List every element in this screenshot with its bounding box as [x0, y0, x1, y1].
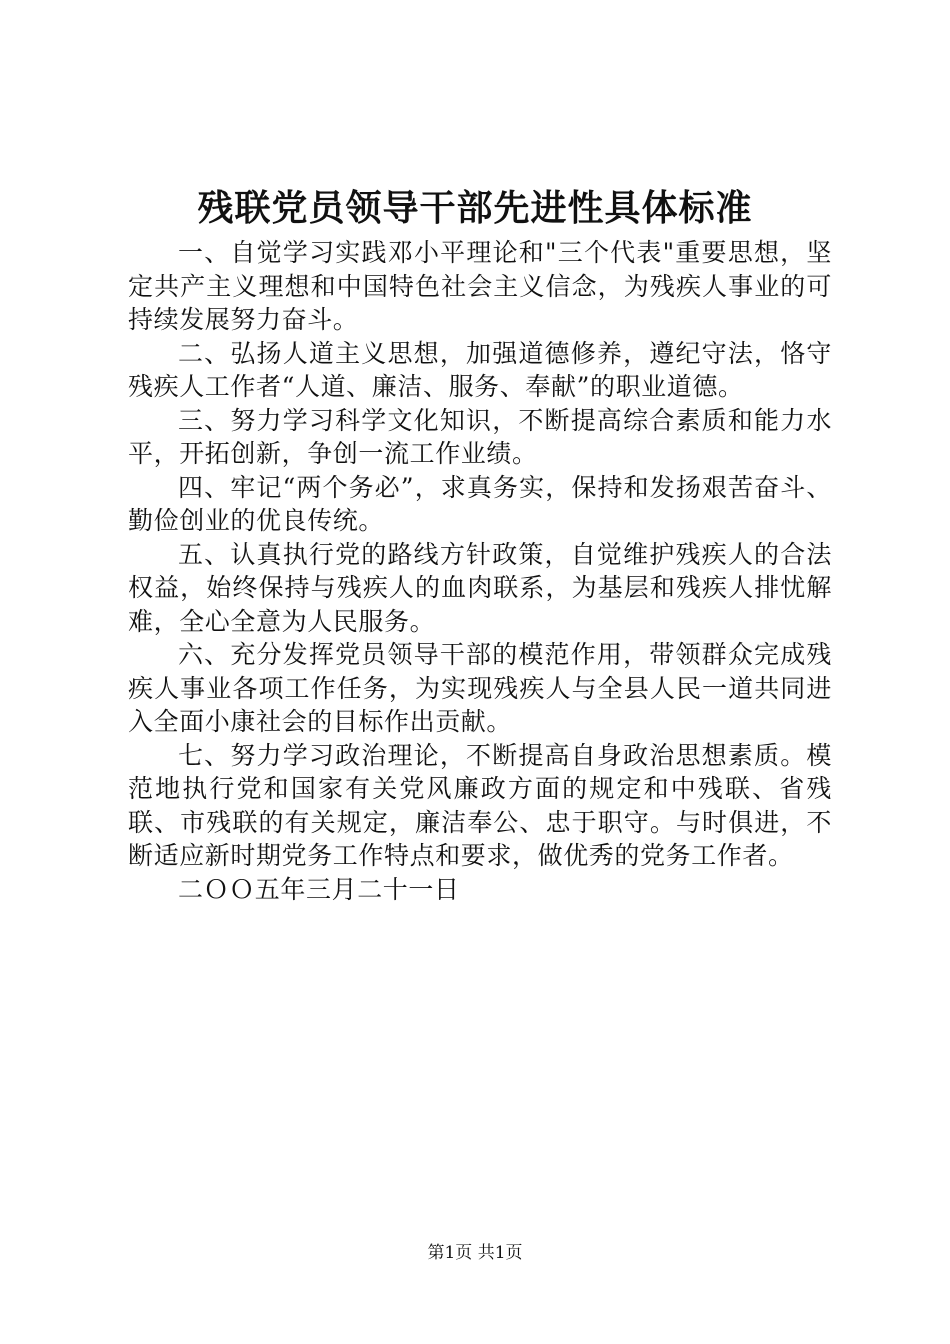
document-body	[128, 236, 832, 906]
paragraph-3: 三、努力学习科学文化知识，不断提高综合素质和能力水平，开拓创新，争创一流工作业绩。	[128, 405, 832, 468]
paragraph-5: 五、认真执行党的路线方针政策，自觉维护残疾人的合法权益，始终保持与残疾人的血肉联系，为基层和残疾人排忧解难，全心全意为人民服务。	[128, 539, 832, 636]
paragraph-4: 四、牢记“两个务必”，求真务实，保持和发扬艰苦奋斗、勤俭创业的优良传统。	[128, 472, 832, 535]
paragraph-7: 七、努力学习政治理论，不断提高自身政治思想素质。模范地执行党和国家有关党风廉政方面的规定和中残联、省残联、市残联的有关规定，廉洁奉公、忠于职守。与时俱进，不断适应新时期党务工作特点和要求，做优秀的党务工作者。	[128, 740, 832, 870]
page-footer: 第1页 共1页	[427, 1243, 523, 1263]
paragraph-6: 六、充分发挥党员领导干部的模范作用，带领群众完成残疾人事业各项工作任务，为实现残疾人与全县人民一道共同进入全面小康社会的目标作出贡献。	[128, 640, 832, 736]
document-title: 残联党员领导干部先进性具体标准	[197, 187, 753, 229]
paragraph-1: 一、自觉学习实践邓小平理论和"三个代表"重要思想，坚定共产主义理想和中国特色社会主义信念，为残疾人事业的可持续发展努力奋斗。	[128, 238, 832, 334]
paragraph-2: 二、弘扬人道主义思想，加强道德修养，遵纪守法，恪守残疾人工作者“人道、廉洁、服务、奉献”的职业道德。	[128, 338, 832, 401]
document-date: 二ＯＯ五年三月二十一日	[178, 874, 460, 904]
